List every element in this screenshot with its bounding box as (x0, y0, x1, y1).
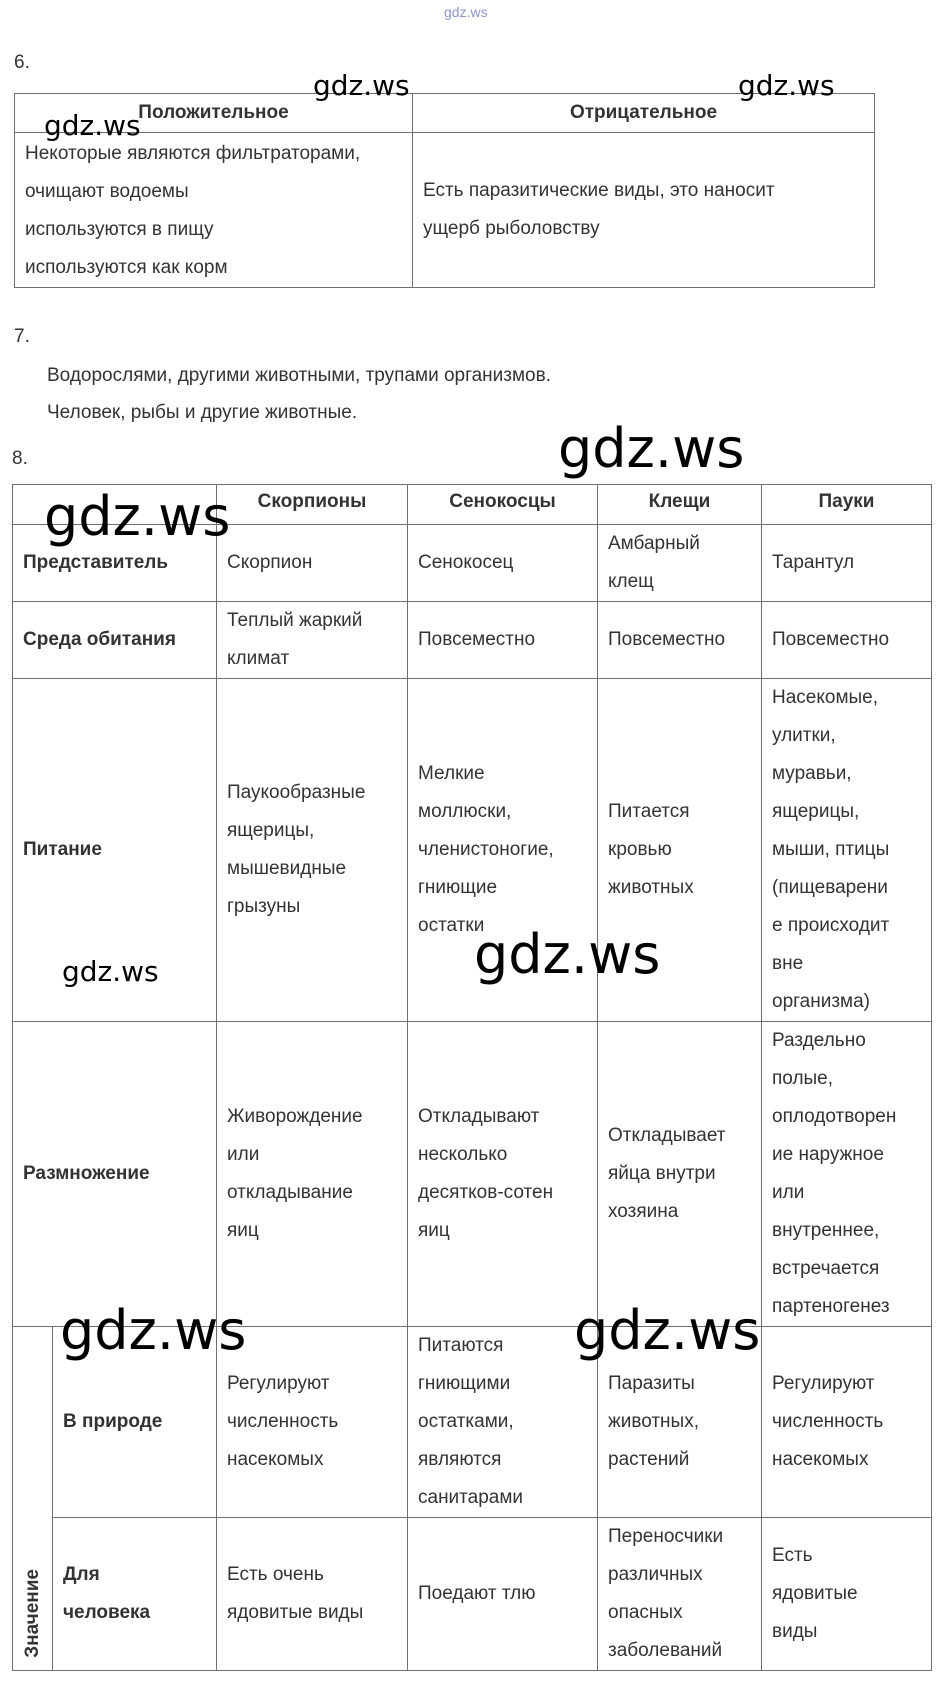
watermark: gdz.ws (558, 417, 745, 480)
table-cell: Повсеместно (762, 602, 932, 679)
table-cell: Повсеместно (598, 602, 762, 679)
table-q8 (12, 484, 932, 1671)
row-label: Представитель (13, 525, 217, 602)
watermark: gdz.ws (313, 69, 410, 102)
column-header: Клещи (598, 485, 762, 525)
positive-line: используются как корм (25, 257, 228, 278)
group-label: Значение (21, 1569, 43, 1658)
table-q6 (14, 93, 875, 288)
table-cell: Живорождение или откладывание яиц (217, 1022, 408, 1327)
watermark: gdz.ws (62, 955, 159, 988)
row-label: Размножение (13, 1022, 217, 1327)
table-cell: Паразиты животных, растений (598, 1327, 762, 1518)
watermark: gdz.ws (474, 923, 661, 986)
positive-line: Некоторые являются фильтраторами, (25, 143, 361, 164)
row-label: Для человека (53, 1518, 217, 1671)
table-cell: Паукообразные ящерицы, мышевидные грызуны (217, 679, 408, 1022)
watermark: gdz.ws (44, 485, 231, 548)
question-number-6: 6. (14, 52, 30, 73)
row-label: Среда обитания (13, 602, 217, 679)
table-cell: Теплый жаркий климат (217, 602, 408, 679)
column-header: Сенокосцы (408, 485, 598, 525)
site-watermark-top[interactable]: gdz.ws (444, 4, 488, 20)
watermark: gdz.ws (44, 109, 141, 142)
watermark: gdz.ws (574, 1299, 761, 1362)
table-cell: Регулируют численность насекомых (217, 1327, 408, 1518)
negative-line: Есть паразитические виды, это наносит (423, 180, 775, 201)
row-label: Питание (13, 679, 217, 1022)
table-cell: Питается кровью животных (598, 679, 762, 1022)
table-cell: Скорпион (217, 525, 408, 602)
table-cell: Поедают тлю (408, 1518, 598, 1671)
table-cell: Тарантул (762, 525, 932, 602)
header-negative: Отрицательное (413, 94, 875, 133)
table-cell: Повсеместно (408, 602, 598, 679)
table-cell: Есть ядовитые виды (762, 1518, 932, 1671)
column-header: Пауки (762, 485, 932, 525)
table-cell: Насекомые, улитки, муравьи, ящерицы, мыши, птицы (пищеварени е происходит вне организма) (762, 679, 932, 1022)
answer-7-line-1: Водорослями, другими животными, трупами организмов. (47, 365, 551, 386)
table-cell: Сенокосец (408, 525, 598, 602)
negative-cell (413, 133, 875, 288)
positive-line: очищают водоемы (25, 181, 189, 202)
table-cell: Есть очень ядовитые виды (217, 1518, 408, 1671)
table-cell: Переносчики различных опасных заболеваний (598, 1518, 762, 1671)
positive-cell (15, 133, 413, 288)
table-cell: Питаются гниющими остатками, являются санитарами (408, 1327, 598, 1518)
table-cell: Мелкие моллюски, членистоногие, гниющие остатки (408, 679, 598, 1022)
table-cell: Откладывают несколько десятков-сотен яиц (408, 1022, 598, 1327)
table-cell: Регулируют численность насекомых (762, 1327, 932, 1518)
group-label-cell (13, 1327, 53, 1671)
row-label: В природе (53, 1327, 217, 1518)
watermark: gdz.ws (738, 69, 835, 102)
question-number-7: 7. (14, 326, 30, 347)
watermark: gdz.ws (60, 1299, 247, 1362)
answer-7-line-2: Человек, рыбы и другие животные. (47, 402, 358, 423)
column-header: Скорпионы (217, 485, 408, 525)
negative-line: ущерб рыболовству (423, 218, 600, 239)
header-positive: Положительное (15, 94, 413, 133)
positive-line: используются в пищу (25, 219, 214, 240)
question-number-8: 8. (12, 448, 28, 469)
table-cell: Амбарный клещ (598, 525, 762, 602)
table-cell: Откладывает яйца внутри хозяина (598, 1022, 762, 1327)
table-cell: Раздельно полые, оплодотворен ие наружное или внутреннее, встречается партеногенез (762, 1022, 932, 1327)
